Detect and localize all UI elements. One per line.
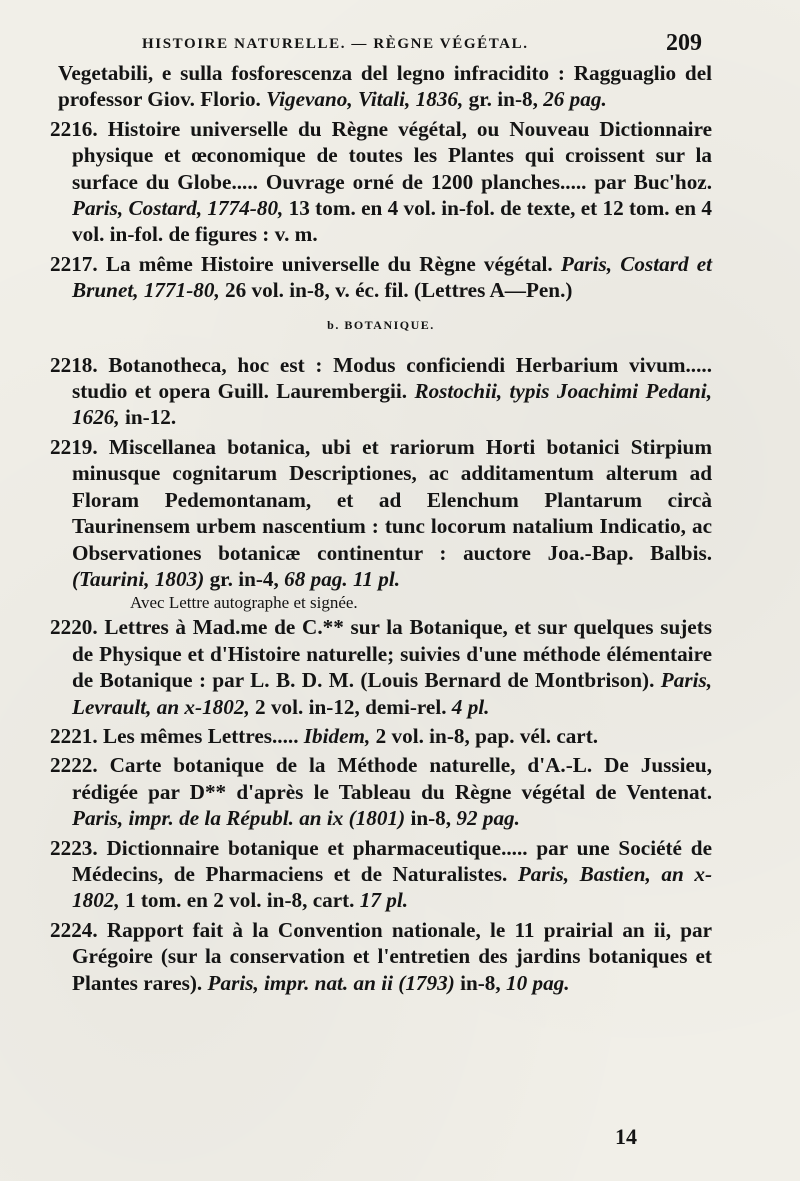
catalogue-entry xyxy=(50,835,712,914)
entry-collation-italic: 92 pag. xyxy=(456,806,520,831)
section-heading: b. BOTANIQUE. xyxy=(327,317,435,332)
entry-collation-italic: 10 pag. xyxy=(505,970,570,995)
entry-text: Les mêmes Lettres..... xyxy=(97,723,304,748)
entry-number: 2222. xyxy=(50,753,98,778)
entry-number: 2223. xyxy=(50,835,98,860)
entry-collation: 1 tom. en 2 vol. in-8, cart. xyxy=(119,888,360,913)
entry-imprint: Ibidem, xyxy=(303,723,371,748)
entry-number: 2221. xyxy=(50,723,98,748)
catalogue-entry xyxy=(50,434,712,592)
signature-mark: 14 xyxy=(615,1124,637,1149)
catalogue-entry xyxy=(50,723,712,749)
catalogue-entry xyxy=(50,917,712,996)
entry-collation-italic: 26 pag. xyxy=(543,87,607,112)
entry-collation: gr. in-4, xyxy=(204,566,285,591)
entry-collation: 26 vol. in-8, v. éc. fil. (Lettres A—Pen.) xyxy=(219,278,573,303)
entry-text: Dictionnaire botanique et pharmaceutique..... par une Société de Médecins, de Pharmaciens et de Naturalistes. xyxy=(72,835,712,886)
entry-text: Botanotheca, hoc est : Modus conficiendi Herbarium vivum..... studio et opera Guill. Laurembergii. xyxy=(72,352,712,404)
entry-text: Carte botanique de la Méthode naturelle, d'A.-L. De Jussieu, rédigée par D** d'après le Tableau du Règne végétal de Ventenat. xyxy=(72,753,712,804)
entry-imprint: Paris, Levrault, an x-1802, xyxy=(72,668,712,719)
entry-imprint: Paris, impr. de la Républ. an ix (1801) xyxy=(72,806,406,831)
entry-number: 2219. xyxy=(50,434,98,459)
entry-number: 2216. xyxy=(50,116,98,141)
entry-text: Miscellanea botanica, ubi et rariorum Horti botanici Stirpium minusque cognitarum Descriptiones, ac additamentum alterum ad Floram Pedemontanam, et ad Elenchum Plantarum circà Taurinensem urbem nascentium : tunc locorum natalium Indicatio, ac Observationes botanicæ continentur : auctore Joa.-Bap. Balbis. xyxy=(72,434,712,565)
catalogue-entry xyxy=(50,614,712,720)
entry-number: 2218. xyxy=(50,352,98,377)
entry-collation: gr. in-8, xyxy=(463,87,544,112)
entry-imprint: Paris, impr. nat. an ii (1793) xyxy=(207,970,455,995)
entry-collation: 2 vol. in-8, pap. vél. cart. xyxy=(370,723,599,748)
entry-imprint: (Taurini, 1803) xyxy=(72,566,205,591)
entry-imprint: Paris, Costard et Brunet, 1771-80, xyxy=(72,251,712,303)
entry-text: Histoire universelle du Règne végétal, ou Nouveau Dictionnaire physique et œconomique de toutes les Plantes qui croissent sur la surface du Globe..... Ouvrage orné de 1200 planches..... par Buc'hoz. xyxy=(72,116,712,194)
entry-text: Lettres à Mad.me de C.** sur la Botanique, et sur quelques sujets de Physique et d'Histoire naturelle; suivies d'une méthode élémentaire de Botanique : par L. B. D. M. (Louis Bernard de Montbrison). xyxy=(72,615,712,693)
entry-collation: in-8, xyxy=(405,806,457,831)
entry-collation: 2 vol. in-12, demi-rel. xyxy=(249,694,452,719)
catalogue-entry xyxy=(50,116,712,248)
entry-number: 2224. xyxy=(50,917,98,942)
entry-collation-italic: 17 pl. xyxy=(359,888,409,913)
entry-number: 2217. xyxy=(50,251,98,276)
entry-number: 2220. xyxy=(50,615,98,640)
entry-collation: in-12. xyxy=(119,405,177,430)
entry-text: Rapport fait à la Convention nationale, le 11 prairial an ii, par Grégoire (sur la conservation et l'entretien des jardins botaniques et Plantes rares). xyxy=(72,917,712,995)
catalogue-entry xyxy=(50,251,712,304)
catalogue-body xyxy=(50,60,712,999)
entry-collation: 13 tom. en 4 vol. in-fol. de texte, et 12 tom. en 4 vol. in-fol. de figures : v. m. xyxy=(72,196,713,247)
entry-imprint: Paris, Costard, 1774-80, xyxy=(72,196,284,221)
entry-collation-italic: 4 pl. xyxy=(451,694,490,719)
catalogue-entry xyxy=(50,752,712,831)
running-head: HISTOIRE NATURELLE. — RÈGNE VÉGÉTAL. xyxy=(142,36,529,52)
catalogue-entry xyxy=(50,352,712,431)
entry-imprint: Paris, Bastien, an x-1802, xyxy=(72,861,713,913)
entry-text: Vegetabili, e sulla fosforescenza del legno infracidito : Ragguaglio del professor Giov. Florio. xyxy=(58,61,712,112)
entry-imprint: Rostochii, typis Joachimi Pedani, 1626, xyxy=(72,379,712,430)
entry-collation-italic: 68 pag. 11 pl. xyxy=(284,566,401,591)
page-header xyxy=(142,30,702,58)
entry-imprint: Vigevano, Vitali, 1836, xyxy=(266,87,464,112)
entry-note: Avec Lettre autographe et signée. xyxy=(130,593,358,613)
entry-text: La même Histoire universelle du Règne végétal. xyxy=(97,251,561,276)
entry-collation: in-8, xyxy=(454,970,506,995)
catalogue-entry xyxy=(58,60,712,113)
page-number: 209 xyxy=(666,30,702,56)
